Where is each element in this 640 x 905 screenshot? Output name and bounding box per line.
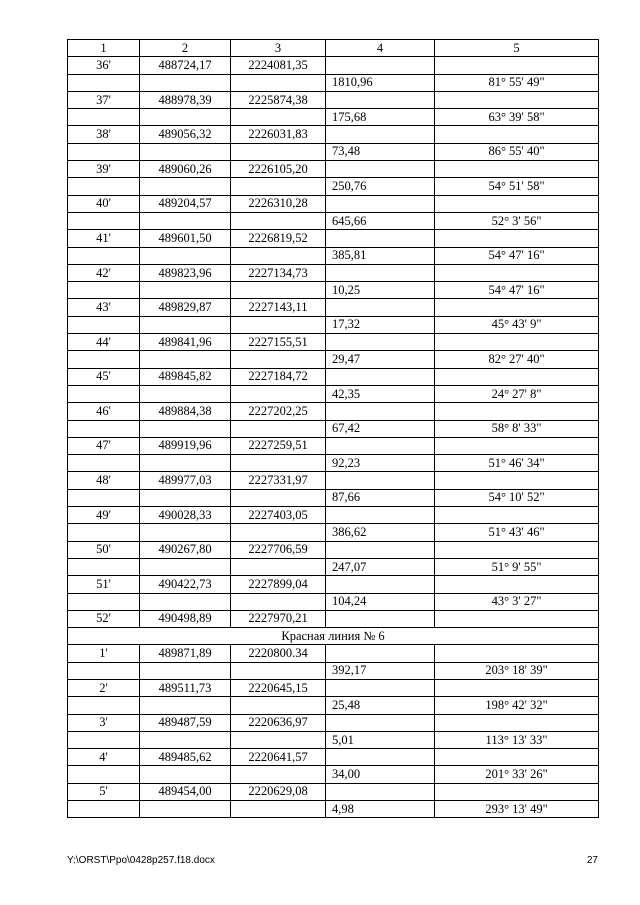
table-header-row	[68, 40, 599, 57]
direction-angle-cell: 86° 55' 40"	[435, 143, 599, 160]
direction-angle-cell	[435, 645, 599, 662]
x-coordinate-cell	[140, 524, 231, 541]
direction-angle-cell	[435, 749, 599, 766]
y-coordinate-cell: 2226819,52	[231, 230, 326, 247]
point-row	[68, 334, 599, 351]
direction-angle-cell: 201° 33' 26"	[435, 766, 599, 783]
direction-angle-cell	[435, 610, 599, 627]
point-row	[68, 576, 599, 593]
x-coordinate-cell	[140, 801, 231, 818]
direction-angle-cell: 81° 55' 49"	[435, 74, 599, 91]
direction-angle-cell	[435, 126, 599, 143]
distance-cell: 25,48	[326, 697, 435, 714]
point-row	[68, 749, 599, 766]
point-row	[68, 57, 599, 74]
y-coordinate-cell: 2227143,11	[231, 299, 326, 316]
direction-angle-cell	[435, 368, 599, 385]
direction-angle-cell: 51° 46' 34"	[435, 455, 599, 472]
point-number-cell: 47'	[68, 437, 140, 454]
point-row	[68, 91, 599, 108]
distance-cell	[326, 610, 435, 627]
distance-cell: 4,98	[326, 801, 435, 818]
distance-cell	[326, 714, 435, 731]
x-coordinate-cell	[140, 143, 231, 160]
x-coordinate-cell	[140, 212, 231, 229]
y-coordinate-cell: 2227184,72	[231, 368, 326, 385]
segment-row	[68, 662, 599, 679]
x-coordinate-cell	[140, 766, 231, 783]
y-coordinate-cell: 2220800.34	[231, 645, 326, 662]
x-coordinate-cell: 489823,96	[140, 264, 231, 281]
point-number-cell	[68, 697, 140, 714]
distance-cell: 10,25	[326, 282, 435, 299]
segment-row	[68, 143, 599, 160]
y-coordinate-cell	[231, 143, 326, 160]
segment-row	[68, 178, 599, 195]
segment-row	[68, 420, 599, 437]
direction-angle-cell	[435, 541, 599, 558]
direction-angle-cell	[435, 57, 599, 74]
direction-angle-cell	[435, 472, 599, 489]
distance-cell	[326, 161, 435, 178]
distance-cell: 247,07	[326, 558, 435, 575]
direction-angle-cell	[435, 299, 599, 316]
y-coordinate-cell: 2220629,08	[231, 783, 326, 800]
x-coordinate-cell: 489487,59	[140, 714, 231, 731]
point-number-cell: 41'	[68, 230, 140, 247]
distance-cell	[326, 783, 435, 800]
point-number-cell	[68, 558, 140, 575]
direction-angle-cell: 43° 3' 27"	[435, 593, 599, 610]
point-row	[68, 403, 599, 420]
point-row	[68, 714, 599, 731]
direction-angle-cell: 63° 39' 58"	[435, 109, 599, 126]
section-header-row	[68, 628, 599, 645]
segment-row	[68, 247, 599, 264]
point-row	[68, 126, 599, 143]
distance-cell	[326, 264, 435, 281]
x-coordinate-cell	[140, 558, 231, 575]
x-coordinate-cell	[140, 489, 231, 506]
segment-row	[68, 282, 599, 299]
direction-angle-cell: 54° 47' 16"	[435, 247, 599, 264]
y-coordinate-cell: 2227706,59	[231, 541, 326, 558]
x-coordinate-cell	[140, 247, 231, 264]
point-number-cell	[68, 282, 140, 299]
point-row	[68, 264, 599, 281]
distance-cell	[326, 126, 435, 143]
point-number-cell	[68, 766, 140, 783]
header-col-5: 5	[435, 40, 599, 57]
y-coordinate-cell: 2220636,97	[231, 714, 326, 731]
direction-angle-cell: 52° 3' 56"	[435, 212, 599, 229]
y-coordinate-cell	[231, 489, 326, 506]
point-row	[68, 230, 599, 247]
x-coordinate-cell: 489884,38	[140, 403, 231, 420]
point-number-cell	[68, 74, 140, 91]
point-number-cell: 5'	[68, 783, 140, 800]
x-coordinate-cell	[140, 316, 231, 333]
point-row	[68, 645, 599, 662]
distance-cell: 392,17	[326, 662, 435, 679]
point-row	[68, 507, 599, 524]
direction-angle-cell	[435, 576, 599, 593]
point-row	[68, 368, 599, 385]
point-number-cell	[68, 420, 140, 437]
coordinates-table	[67, 39, 599, 818]
point-number-cell	[68, 351, 140, 368]
direction-angle-cell: 45° 43' 9"	[435, 316, 599, 333]
segment-row	[68, 109, 599, 126]
distance-cell	[326, 57, 435, 74]
direction-angle-cell	[435, 161, 599, 178]
segment-row	[68, 489, 599, 506]
x-coordinate-cell: 489829,87	[140, 299, 231, 316]
x-coordinate-cell	[140, 455, 231, 472]
point-number-cell: 43'	[68, 299, 140, 316]
x-coordinate-cell: 489601,50	[140, 230, 231, 247]
y-coordinate-cell	[231, 212, 326, 229]
direction-angle-cell	[435, 195, 599, 212]
point-number-cell	[68, 455, 140, 472]
y-coordinate-cell: 2224081,35	[231, 57, 326, 74]
point-number-cell	[68, 316, 140, 333]
distance-cell: 5,01	[326, 731, 435, 748]
point-number-cell: 45'	[68, 368, 140, 385]
x-coordinate-cell	[140, 731, 231, 748]
direction-angle-cell: 198° 42' 32"	[435, 697, 599, 714]
point-number-cell: 51'	[68, 576, 140, 593]
y-coordinate-cell	[231, 109, 326, 126]
x-coordinate-cell: 489204,57	[140, 195, 231, 212]
point-number-cell: 38'	[68, 126, 140, 143]
y-coordinate-cell: 2227134,73	[231, 264, 326, 281]
x-coordinate-cell	[140, 662, 231, 679]
point-number-cell	[68, 385, 140, 402]
x-coordinate-cell: 489511,73	[140, 679, 231, 696]
distance-cell	[326, 368, 435, 385]
segment-row	[68, 593, 599, 610]
direction-angle-cell	[435, 91, 599, 108]
segment-row	[68, 74, 599, 91]
x-coordinate-cell	[140, 593, 231, 610]
distance-cell	[326, 472, 435, 489]
point-number-cell	[68, 524, 140, 541]
distance-cell	[326, 334, 435, 351]
y-coordinate-cell: 2227331,97	[231, 472, 326, 489]
y-coordinate-cell	[231, 731, 326, 748]
x-coordinate-cell: 490422,73	[140, 576, 231, 593]
distance-cell	[326, 749, 435, 766]
direction-angle-cell	[435, 783, 599, 800]
y-coordinate-cell	[231, 801, 326, 818]
segment-row	[68, 351, 599, 368]
point-number-cell: 50'	[68, 541, 140, 558]
point-number-cell: 40'	[68, 195, 140, 212]
distance-cell: 87,66	[326, 489, 435, 506]
direction-angle-cell: 82° 27' 40"	[435, 351, 599, 368]
direction-angle-cell	[435, 507, 599, 524]
point-row	[68, 161, 599, 178]
distance-cell	[326, 230, 435, 247]
y-coordinate-cell	[231, 282, 326, 299]
point-number-cell	[68, 593, 140, 610]
point-number-cell	[68, 801, 140, 818]
point-number-cell: 4'	[68, 749, 140, 766]
direction-angle-cell	[435, 264, 599, 281]
distance-cell: 175,68	[326, 109, 435, 126]
segment-row	[68, 558, 599, 575]
distance-cell	[326, 437, 435, 454]
header-col-2: 2	[140, 40, 231, 57]
point-number-cell: 46'	[68, 403, 140, 420]
point-row	[68, 783, 599, 800]
direction-angle-cell: 54° 51' 58"	[435, 178, 599, 195]
distance-cell: 104,24	[326, 593, 435, 610]
x-coordinate-cell	[140, 74, 231, 91]
segment-row	[68, 731, 599, 748]
point-number-cell: 44'	[68, 334, 140, 351]
y-coordinate-cell: 2227155,51	[231, 334, 326, 351]
distance-cell	[326, 299, 435, 316]
header-col-3: 3	[231, 40, 326, 57]
x-coordinate-cell: 489485,62	[140, 749, 231, 766]
x-coordinate-cell: 489977,03	[140, 472, 231, 489]
x-coordinate-cell	[140, 109, 231, 126]
x-coordinate-cell: 490498,89	[140, 610, 231, 627]
y-coordinate-cell: 2226105,20	[231, 161, 326, 178]
point-number-cell	[68, 212, 140, 229]
distance-cell: 17,32	[326, 316, 435, 333]
segment-row	[68, 524, 599, 541]
distance-cell: 385,81	[326, 247, 435, 264]
point-number-cell	[68, 662, 140, 679]
y-coordinate-cell	[231, 420, 326, 437]
x-coordinate-cell	[140, 178, 231, 195]
distance-cell	[326, 645, 435, 662]
y-coordinate-cell: 2220645,15	[231, 679, 326, 696]
segment-row	[68, 766, 599, 783]
direction-angle-cell: 54° 10' 52"	[435, 489, 599, 506]
y-coordinate-cell	[231, 455, 326, 472]
point-row	[68, 610, 599, 627]
point-row	[68, 541, 599, 558]
point-number-cell	[68, 247, 140, 264]
y-coordinate-cell: 2226310,28	[231, 195, 326, 212]
y-coordinate-cell	[231, 247, 326, 264]
distance-cell: 645,66	[326, 212, 435, 229]
y-coordinate-cell: 2227259,51	[231, 437, 326, 454]
x-coordinate-cell: 489454,00	[140, 783, 231, 800]
direction-angle-cell	[435, 230, 599, 247]
section-title: Красная линия № 6	[68, 628, 599, 645]
direction-angle-cell: 24° 27' 8"	[435, 385, 599, 402]
distance-cell	[326, 679, 435, 696]
distance-cell: 250,76	[326, 178, 435, 195]
y-coordinate-cell: 2225874,38	[231, 91, 326, 108]
distance-cell: 386,62	[326, 524, 435, 541]
distance-cell: 92,23	[326, 455, 435, 472]
x-coordinate-cell: 488978,39	[140, 91, 231, 108]
x-coordinate-cell	[140, 385, 231, 402]
point-row	[68, 195, 599, 212]
distance-cell: 1810,96	[326, 74, 435, 91]
point-number-cell: 1'	[68, 645, 140, 662]
direction-angle-cell: 203° 18' 39"	[435, 662, 599, 679]
direction-angle-cell	[435, 334, 599, 351]
distance-cell: 67,42	[326, 420, 435, 437]
distance-cell: 42,35	[326, 385, 435, 402]
direction-angle-cell: 51° 43' 46"	[435, 524, 599, 541]
x-coordinate-cell: 490028,33	[140, 507, 231, 524]
header-col-4: 4	[326, 40, 435, 57]
y-coordinate-cell	[231, 766, 326, 783]
segment-row	[68, 316, 599, 333]
segment-row	[68, 385, 599, 402]
point-number-cell: 3'	[68, 714, 140, 731]
direction-angle-cell: 54° 47' 16"	[435, 282, 599, 299]
y-coordinate-cell	[231, 351, 326, 368]
y-coordinate-cell: 2227899,04	[231, 576, 326, 593]
direction-angle-cell: 51° 9' 55"	[435, 558, 599, 575]
x-coordinate-cell: 489056,32	[140, 126, 231, 143]
direction-angle-cell	[435, 679, 599, 696]
distance-cell: 29,47	[326, 351, 435, 368]
direction-angle-cell	[435, 403, 599, 420]
distance-cell	[326, 403, 435, 420]
point-row	[68, 299, 599, 316]
point-number-cell	[68, 178, 140, 195]
y-coordinate-cell	[231, 316, 326, 333]
segment-row	[68, 455, 599, 472]
x-coordinate-cell: 490267,80	[140, 541, 231, 558]
point-number-cell	[68, 731, 140, 748]
y-coordinate-cell	[231, 385, 326, 402]
direction-angle-cell: 58° 8' 33"	[435, 420, 599, 437]
footer-page-number: 27	[586, 855, 598, 866]
point-number-cell: 37'	[68, 91, 140, 108]
point-number-cell: 36'	[68, 57, 140, 74]
y-coordinate-cell	[231, 662, 326, 679]
point-number-cell	[68, 109, 140, 126]
point-number-cell: 39'	[68, 161, 140, 178]
distance-cell: 73,48	[326, 143, 435, 160]
point-number-cell: 49'	[68, 507, 140, 524]
y-coordinate-cell: 2227970,21	[231, 610, 326, 627]
x-coordinate-cell	[140, 282, 231, 299]
footer-file-path: Y:\ORST\Ppo\0428p257.f18.docx	[67, 855, 215, 866]
segment-row	[68, 801, 599, 818]
distance-cell	[326, 91, 435, 108]
point-row	[68, 472, 599, 489]
y-coordinate-cell: 2220641,57	[231, 749, 326, 766]
y-coordinate-cell	[231, 524, 326, 541]
y-coordinate-cell	[231, 558, 326, 575]
segment-row	[68, 697, 599, 714]
y-coordinate-cell: 2227403,05	[231, 507, 326, 524]
x-coordinate-cell: 489845,82	[140, 368, 231, 385]
x-coordinate-cell: 488724,17	[140, 57, 231, 74]
point-number-cell: 2'	[68, 679, 140, 696]
x-coordinate-cell: 489060,26	[140, 161, 231, 178]
x-coordinate-cell	[140, 697, 231, 714]
y-coordinate-cell	[231, 178, 326, 195]
y-coordinate-cell: 2226031,83	[231, 126, 326, 143]
point-number-cell: 42'	[68, 264, 140, 281]
point-number-cell: 52'	[68, 610, 140, 627]
x-coordinate-cell	[140, 351, 231, 368]
y-coordinate-cell	[231, 697, 326, 714]
distance-cell	[326, 195, 435, 212]
x-coordinate-cell: 489841,96	[140, 334, 231, 351]
distance-cell	[326, 541, 435, 558]
x-coordinate-cell: 489919,96	[140, 437, 231, 454]
x-coordinate-cell: 489871,89	[140, 645, 231, 662]
direction-angle-cell: 293° 13' 49"	[435, 801, 599, 818]
point-number-cell: 48'	[68, 472, 140, 489]
point-row	[68, 437, 599, 454]
direction-angle-cell: 113° 13' 33"	[435, 731, 599, 748]
distance-cell: 34,00	[326, 766, 435, 783]
header-col-1: 1	[68, 40, 140, 57]
point-row	[68, 679, 599, 696]
point-number-cell	[68, 489, 140, 506]
y-coordinate-cell	[231, 74, 326, 91]
point-number-cell	[68, 143, 140, 160]
direction-angle-cell	[435, 437, 599, 454]
distance-cell	[326, 576, 435, 593]
y-coordinate-cell	[231, 593, 326, 610]
distance-cell	[326, 507, 435, 524]
segment-row	[68, 212, 599, 229]
y-coordinate-cell: 2227202,25	[231, 403, 326, 420]
direction-angle-cell	[435, 714, 599, 731]
x-coordinate-cell	[140, 420, 231, 437]
